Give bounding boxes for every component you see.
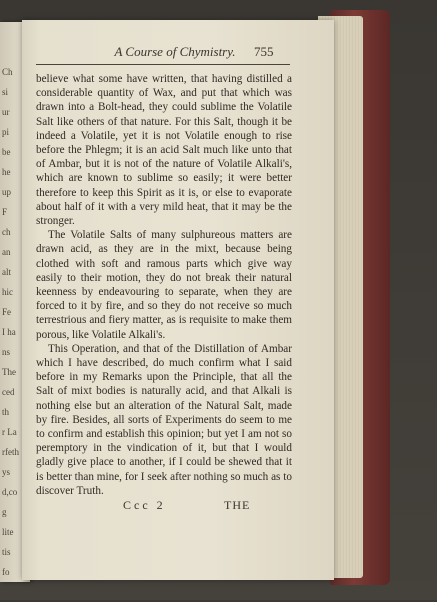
left-page-fragment: si xyxy=(2,87,9,97)
left-page-fragment: r La xyxy=(2,427,17,437)
left-page-fragment: hic xyxy=(2,287,13,297)
left-page-fragment: I ha xyxy=(2,327,16,337)
left-page-fragment: Fe xyxy=(2,307,11,317)
left-page-fragment: The xyxy=(2,367,16,377)
left-page-fragment: g xyxy=(2,507,7,517)
page-number: 755 xyxy=(254,44,274,59)
header-rule xyxy=(36,64,290,65)
left-page-fragment: ys xyxy=(2,467,11,477)
left-page-fragment: th xyxy=(2,407,10,417)
paragraph-3: This Operation, and that of the Distillation of Ambar which I have described, do much confirm what I said before in my Remarks upon the Principle, that all the Salt of mixt bodies is naturally acid, and that Alkali is nothing else but an alteration of the Natural Salt, made by fire. Besides, all sorts of Experiments do seem to me to confirm and establish this opinion; but yet I am not so peremptory in the vindication of it, but that I would gladly give place to another, if I could be shewed that it is better than mine, for I seek after nothing so much as to discover Truth. xyxy=(36,342,292,497)
left-page-fragment: tis xyxy=(2,547,11,557)
left-page-fragment: ch xyxy=(2,227,11,237)
left-page-fragment: an xyxy=(2,247,11,257)
signature-mark: Ccc 2 xyxy=(123,498,166,512)
left-page-fragment: up xyxy=(2,187,11,197)
catchword: THE xyxy=(224,498,251,512)
paragraph-2: The Volatile Salts of many sulphureous matters are drawn acid, as they are in the mixt, because being clothed with soft and ramous parts which give way easily to their motion, they do not break their natural keenness by endeavouring to separate, when they are forced to it by fire, and so they do not receive so much terrestrious and fiery matter, as is requisite to make them porous, like Volatile Alkali's. xyxy=(36,229,292,341)
left-page-fragment: he xyxy=(2,167,11,177)
left-page-fragment: ced xyxy=(2,387,15,397)
left-page-fragment: lite xyxy=(2,527,14,537)
left-page-fragment: be xyxy=(2,147,11,157)
left-page-fragment: fo xyxy=(2,567,10,577)
left-page-fragment: is xyxy=(2,587,9,597)
left-page-fragment: rfeth xyxy=(2,447,19,457)
left-page-fragment: ur xyxy=(2,107,10,117)
running-head: A Course of Chymistry. xyxy=(114,44,236,59)
paragraph-1: believe what some have written, that having distilled a considerable quantity of Wax, and put that which was drawn into a Bolt-head, they could sublime the Volatile Salt like others of that nature. For this Salt, though it be indeed a Volatile, yet it is not Volatile enough to rise before the Phlegm; it is an acid Salt much like unto that of Ambar, but it is not of the nature of Volatile Alkali's, which are known to sublime so easily; it were better therefore to keep this Spirit as it is, or else to evaporate about half of it with a very mild heat, that it may be the stronger. xyxy=(36,73,292,228)
left-page-fragment: Ch xyxy=(2,67,13,77)
page-body xyxy=(36,72,292,498)
left-page-fragment: pi xyxy=(2,127,10,137)
left-page-fragment: ns xyxy=(2,347,11,357)
left-page-fragment: d,co xyxy=(2,487,18,497)
left-page-fragment: F xyxy=(2,207,8,217)
left-page-fragment: alt xyxy=(2,267,11,277)
